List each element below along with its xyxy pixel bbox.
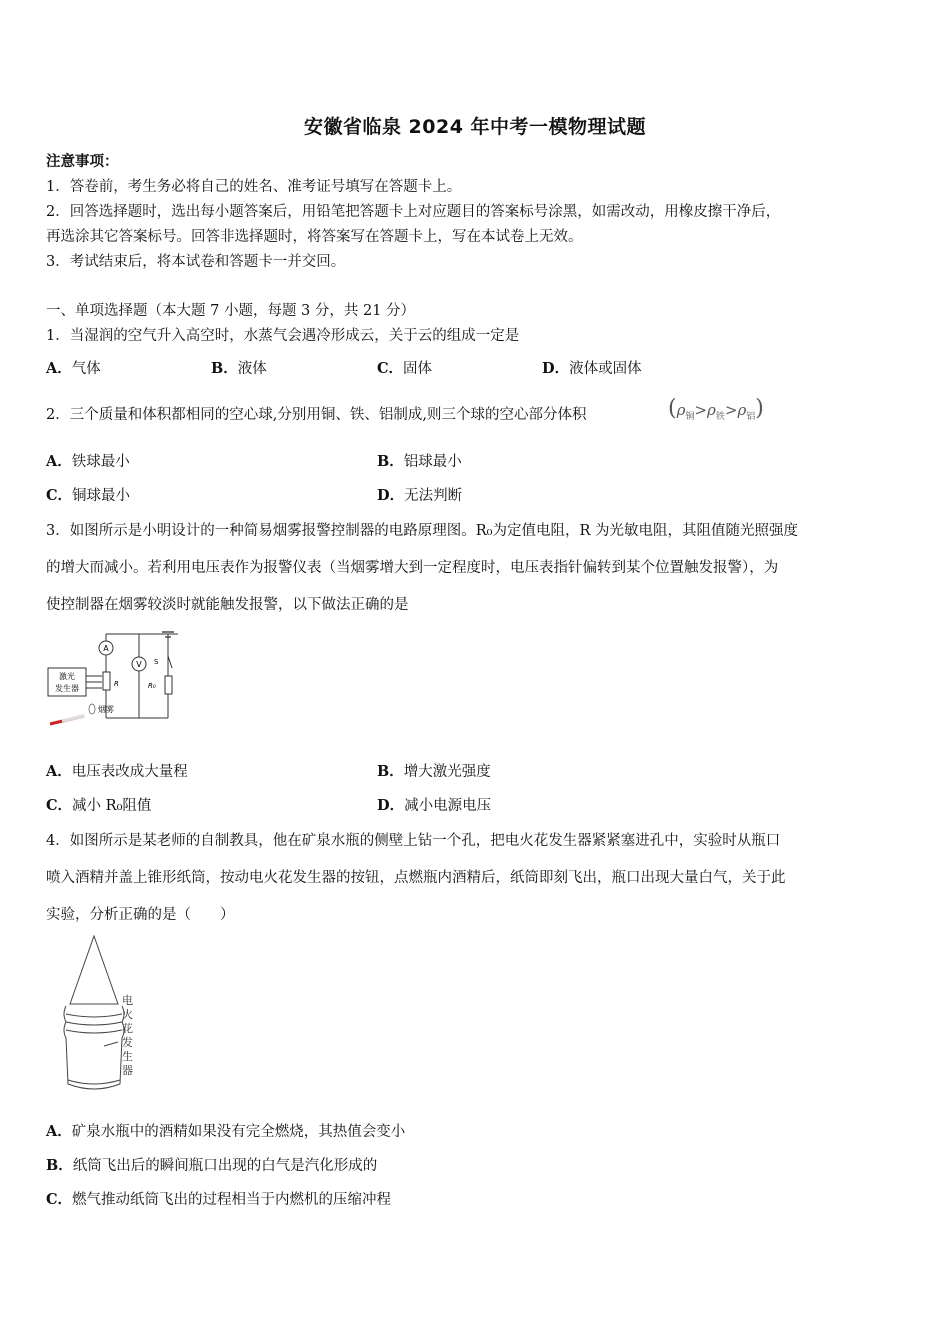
q3-option-c: C．减小 R₀阻值 <box>46 797 152 814</box>
q4-option-a: A．矿泉水瓶中的酒精如果没有完全燃烧，其热值会变小 <box>46 1123 406 1140</box>
notice-item: 2．回答选择题时，选出每小题答案后，用铅笔把答题卡上对应题目的答案标号涂黑，如需改动，用橡皮擦干净后， <box>46 204 781 220</box>
q1-option-d: D．液体或固体 <box>542 360 642 377</box>
laser-label: 发生器 <box>55 684 79 693</box>
q3-option-d: D．减小电源电压 <box>377 797 492 814</box>
q3-option-b: B．增大激光强度 <box>377 763 491 780</box>
question-4-stem: 实验，分析正确的是（ ） <box>46 907 235 923</box>
smoke-label: 烟雾 <box>98 705 114 714</box>
question-3-stem: 使控制器在烟雾较淡时就能触发报警，以下做法正确的是 <box>46 597 409 613</box>
apparatus-label-char: 器 <box>122 1064 133 1077</box>
q2-option-a: A．铁球最小 <box>46 453 130 470</box>
laser-label: 激光 <box>59 672 75 681</box>
question-3-stem: 的增大而减小。若利用电压表作为报警仪表（当烟雾增大到一定程度时，电压表指针偏转到某个位置触发报警），为 <box>46 560 779 576</box>
switch-label: S <box>154 658 159 666</box>
fixed-resistor-label: R₀ <box>148 682 156 690</box>
q2-option-b: B．铝球最小 <box>377 453 462 470</box>
notice-heading: 注意事项： <box>46 153 119 170</box>
question-3-stem: 3．如图所示是小明设计的一种简易烟雾报警控制器的电路原理图。R₀为定值电阻，R 为光敏电阻，其阻值随光照强度 <box>46 523 798 539</box>
q1-option-c: C．固体 <box>377 360 433 377</box>
q3-option-a: A．电压表改成大量程 <box>46 763 188 780</box>
density-formula: $(\rho_铜>\rho_铁>\rho_铝)$ <box>668 396 764 422</box>
question-2-stem: 2．三个质量和体积都相同的空心球,分别用铜、铁、铝制成,则三个球的空心部分体积 <box>46 407 587 423</box>
question-4-stem: 4．如图所示是某老师的自制教具，他在矿泉水瓶的侧壁上钻一个孔，把电火花发生器紧紧塞进孔中，实验时从瓶口 <box>46 833 781 849</box>
page-title: 安徽省临泉 2024 年中考一模物理试题 <box>303 116 647 138</box>
apparatus-label-char: 发 <box>122 1036 133 1049</box>
voltmeter-label: V <box>136 660 142 669</box>
circuit-diagram <box>44 626 184 732</box>
q2-option-d: D．无法判断 <box>377 487 463 504</box>
apparatus-label-char: 火 <box>122 1008 133 1021</box>
bottle-apparatus-figure <box>56 934 156 1098</box>
q4-option-c: C．燃气推动纸筒飞出的过程相当于内燃机的压缩冲程 <box>46 1191 392 1208</box>
notice-item: 再选涂其它答案标号。回答非选择题时，将答案写在答题卡上，写在本试卷上无效。 <box>46 229 583 245</box>
q1-option-b: B．液体 <box>211 360 267 377</box>
notice-item: 1．答卷前，考生务必将自己的姓名、准考证号填写在答题卡上。 <box>46 179 462 195</box>
resistor-label: R <box>114 680 119 688</box>
apparatus-label-char: 电 <box>122 994 133 1007</box>
q1-option-a: A．气体 <box>46 360 101 377</box>
notice-item: 3．考试结束后，将本试卷和答题卡一并交回。 <box>46 254 346 270</box>
question-1-stem: 1．当湿润的空气升入高空时，水蒸气会遇冷形成云，关于云的组成一定是 <box>46 328 520 344</box>
q2-option-c: C．铜球最小 <box>46 487 131 504</box>
apparatus-label-char: 花 <box>122 1022 133 1035</box>
ammeter-label: A <box>103 644 109 653</box>
section-heading: 一、单项选择题（本大题 7 小题，每题 3 分，共 21 分） <box>46 303 416 319</box>
q4-option-b: B．纸筒飞出后的瞬间瓶口出现的白气是汽化形成的 <box>46 1157 378 1174</box>
apparatus-label-char: 生 <box>122 1050 133 1063</box>
question-4-stem: 喷入酒精并盖上锥形纸筒，按动电火花发生器的按钮，点燃瓶内酒精后，纸筒即刻飞出，瓶口出现大量白气，关于此 <box>46 870 786 886</box>
